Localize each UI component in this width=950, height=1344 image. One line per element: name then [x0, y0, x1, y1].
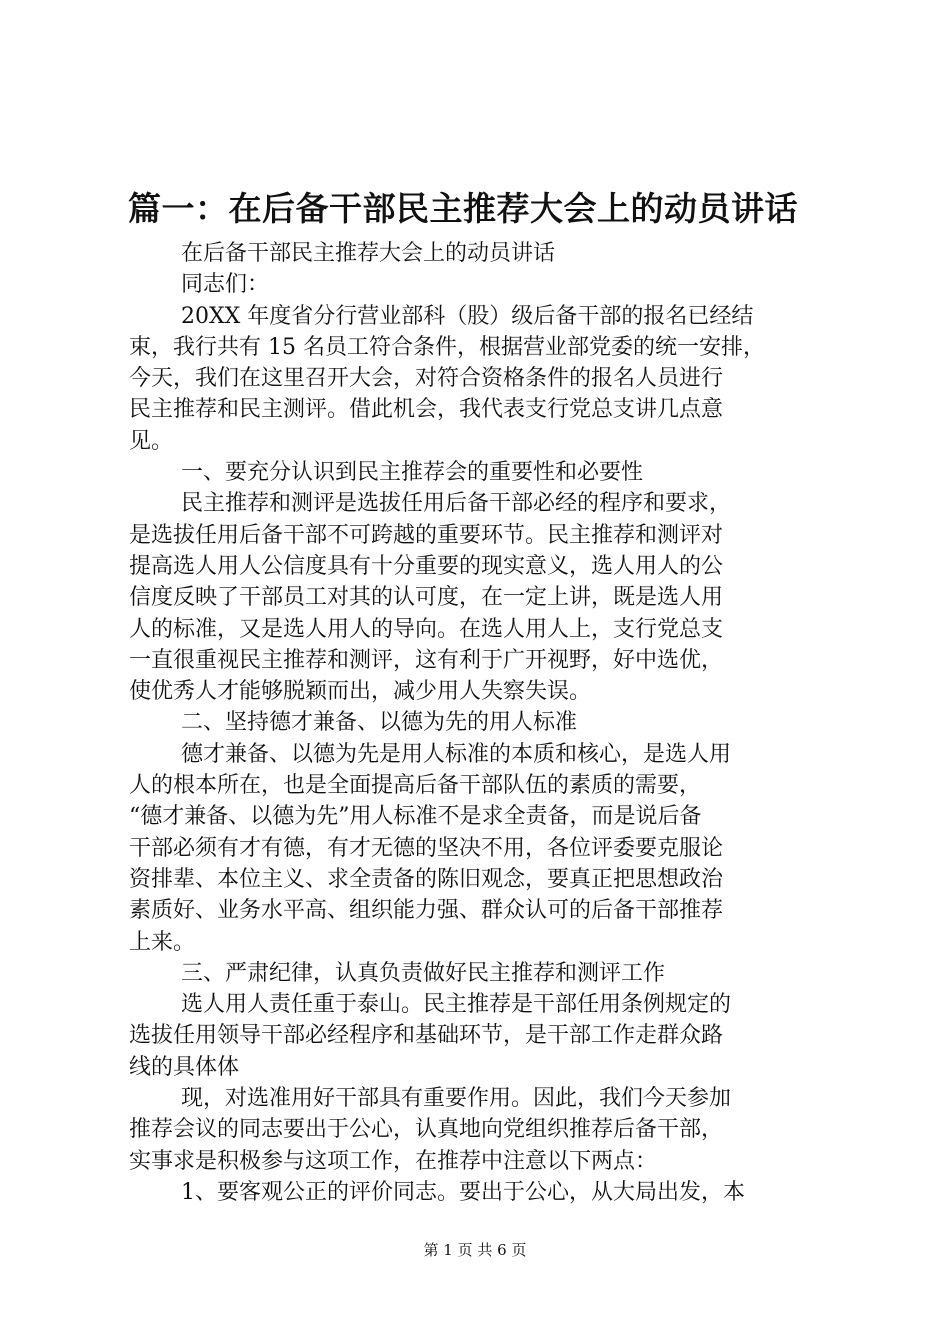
- paragraph-line: 现，对选准用好干部具有重要作用。因此，我们今天参加: [181, 1086, 732, 1112]
- document-body: [129, 238, 829, 1208]
- paragraph-line: 20XX 年度省分行营业部科（股）级后备干部的报名已经结: [181, 303, 754, 329]
- paragraph-line: 选拔任用领导干部必经程序和基础环节，是干部工作走群众路: [129, 1023, 724, 1049]
- paragraph-line: 1、要客观公正的评价同志。要出于公心，从大局出发，本: [181, 1179, 745, 1205]
- paragraph-line: 人的根本所在，也是全面提高后备干部队伍的素质的需要，: [129, 773, 702, 799]
- paragraph-line: 人的标准，又是选人用人的导向。在选人用人上，支行党总支: [129, 616, 724, 642]
- paragraph-line: 推荐会议的同志要出于公心，认真地向党组织推荐后备干部，: [129, 1117, 724, 1143]
- paragraph-line: 提高选人用人公信度具有十分重要的现实意义，选人用人的公: [129, 553, 724, 579]
- paragraph-line: 德才兼备、以德为先是用人标准的本质和核心，是选人用: [181, 741, 732, 767]
- paragraph-line: 使优秀人才能够脱颖而出，减少用人失察失误。: [129, 679, 592, 705]
- page-footer: 第 1 页 共 6 页: [423, 1241, 527, 1259]
- paragraph-line: 选人用人责任重于泰山。民主推荐是干部任用条例规定的: [181, 992, 732, 1018]
- paragraph-line: 一直很重视民主推荐和测评，这有利于广开视野，好中选优，: [129, 647, 724, 673]
- section-heading: 三、严肃纪律，认真负责做好民主推荐和测评工作: [181, 960, 666, 986]
- paragraph-line: 束，我行共有 15 名员工符合条件，根据营业部党委的统一安排，: [129, 334, 765, 360]
- paragraph-line: 民主推荐和民主测评。借此机会，我代表支行党总支讲几点意: [129, 397, 724, 423]
- salutation: 同志们：: [181, 272, 270, 298]
- paragraph-line: 是选拔任用后备干部不可跨越的重要环节。民主推荐和测评对: [129, 522, 724, 548]
- paragraph-line: 线的具体体: [129, 1054, 240, 1080]
- section-heading: 一、要充分认识到民主推荐会的重要性和必要性: [181, 460, 644, 486]
- section-heading: 二、坚持德才兼备、以德为先的用人标准: [181, 710, 578, 736]
- paragraph-line: 信度反映了干部员工对其的认可度，在一定上讲，既是选人用: [129, 585, 724, 611]
- paragraph-line: 见。: [129, 428, 174, 454]
- speech-heading: 在后备干部民主推荐大会上的动员讲话: [181, 241, 556, 266]
- paragraph-line: 上来。: [129, 929, 196, 955]
- paragraph-line: 今天，我们在这里召开大会，对符合资格条件的报名人员进行: [129, 366, 724, 392]
- paragraph-line: 资排辈、本位主义、求全责备的陈旧观念，要真正把思想政治: [129, 866, 724, 892]
- document-title: 篇一：在后备干部民主推荐大会上的动员讲话: [128, 189, 798, 228]
- paragraph-line: 实事求是积极参与这项工作，在推荐中注意以下两点：: [129, 1148, 658, 1174]
- paragraph-line: “德才兼备、以德为先”用人标准不是求全责备，而是说后备: [129, 804, 702, 830]
- paragraph-line: 干部必须有才有德，有才无德的坚决不用，各位评委要克服论: [129, 835, 724, 861]
- paragraph-line: 素质好、业务水平高、组织能力强、群众认可的后备干部推荐: [129, 898, 724, 924]
- paragraph-line: 民主推荐和测评是选拔任用后备干部必经的程序和要求，: [181, 491, 732, 517]
